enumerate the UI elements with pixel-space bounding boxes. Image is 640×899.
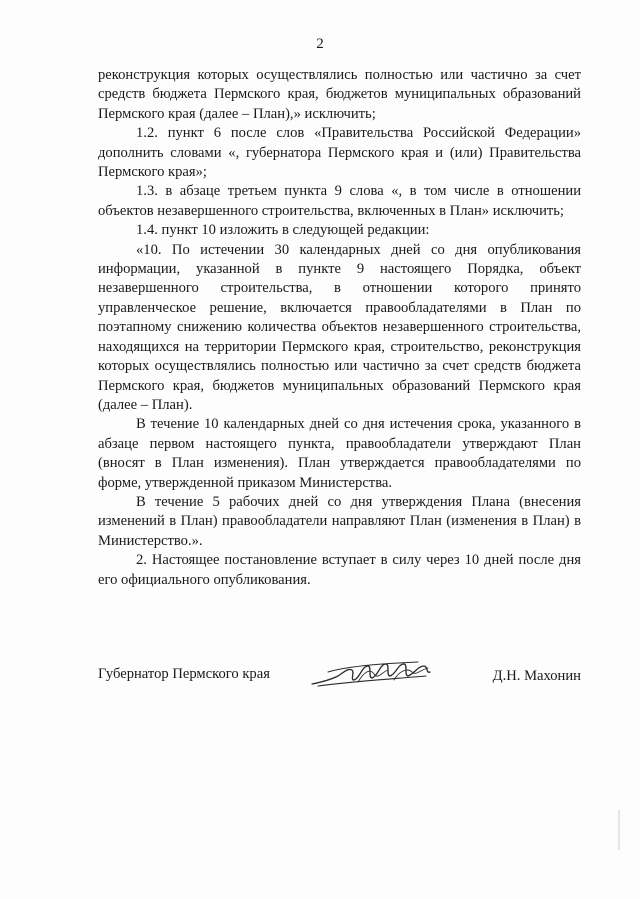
paragraph-1: реконструкция которых осуществлялись полностью или частично за счет средств бюджета Пермского края, бюджетов муниципальных образований Пермского края (далее – План),» исключить; [98, 67, 581, 122]
paragraph-1-2: 1.2. пункт 6 после слов «Правительства Российской Федерации» дополнить словами «, губернатора Пермского края и (или) Правительства Пермского края»; [98, 125, 581, 181]
paragraph-1-3: 1.3. в абзаце третьем пункта 9 слова «, в том числе в отношении объектов незавершенного строительства, включенных в План» исключить; [98, 183, 581, 219]
paragraph-5-days: В течение 5 рабочих дней со дня утверждения Плана (внесения изменений в План) правообладатели направляют План (изменения в План) в Министерство.». [98, 493, 581, 549]
page-number: 2 [316, 36, 324, 52]
signatory-title: Губернатор Пермского края [98, 666, 270, 682]
signature-block [98, 658, 581, 698]
paragraph-1-4: 1.4. пункт 10 изложить в следующей редакции: [136, 222, 430, 239]
paragraph-10-days: В течение 10 календарных дней со дня истечения срока, указанного в абзаце первом настоящего пункта, правообладатели утверждают План (вносят в План изменения). План утверждается правообладателями по форме, утвержденной приказом Министерства. [98, 416, 581, 491]
paragraph-point-10: «10. По истечении 30 календарных дней со дня опубликования информации, указанной в пункте 9 настоящего Порядка, объект незавершенного строительства, в отношении которого принято управленческое решение, включается правообладателями в План по поэтапному снижению количества объектов незавершенного строительства, находящихся на территории Пермского края, строительство, реконструкция которых осуществлялись полностью или частично за счет средств бюджета Пермского края, бюджетов муниципальных образований Пермского края (далее – План). [98, 241, 581, 413]
paragraph-2-effective: 2. Настоящее постановление вступает в силу через 10 дней после дня его официального опубликования. [98, 552, 581, 588]
document-body [98, 66, 581, 590]
signatory-name: Д.Н. Махонин [492, 668, 581, 684]
handwritten-signature [308, 658, 438, 692]
scan-edge-mark [618, 810, 620, 850]
